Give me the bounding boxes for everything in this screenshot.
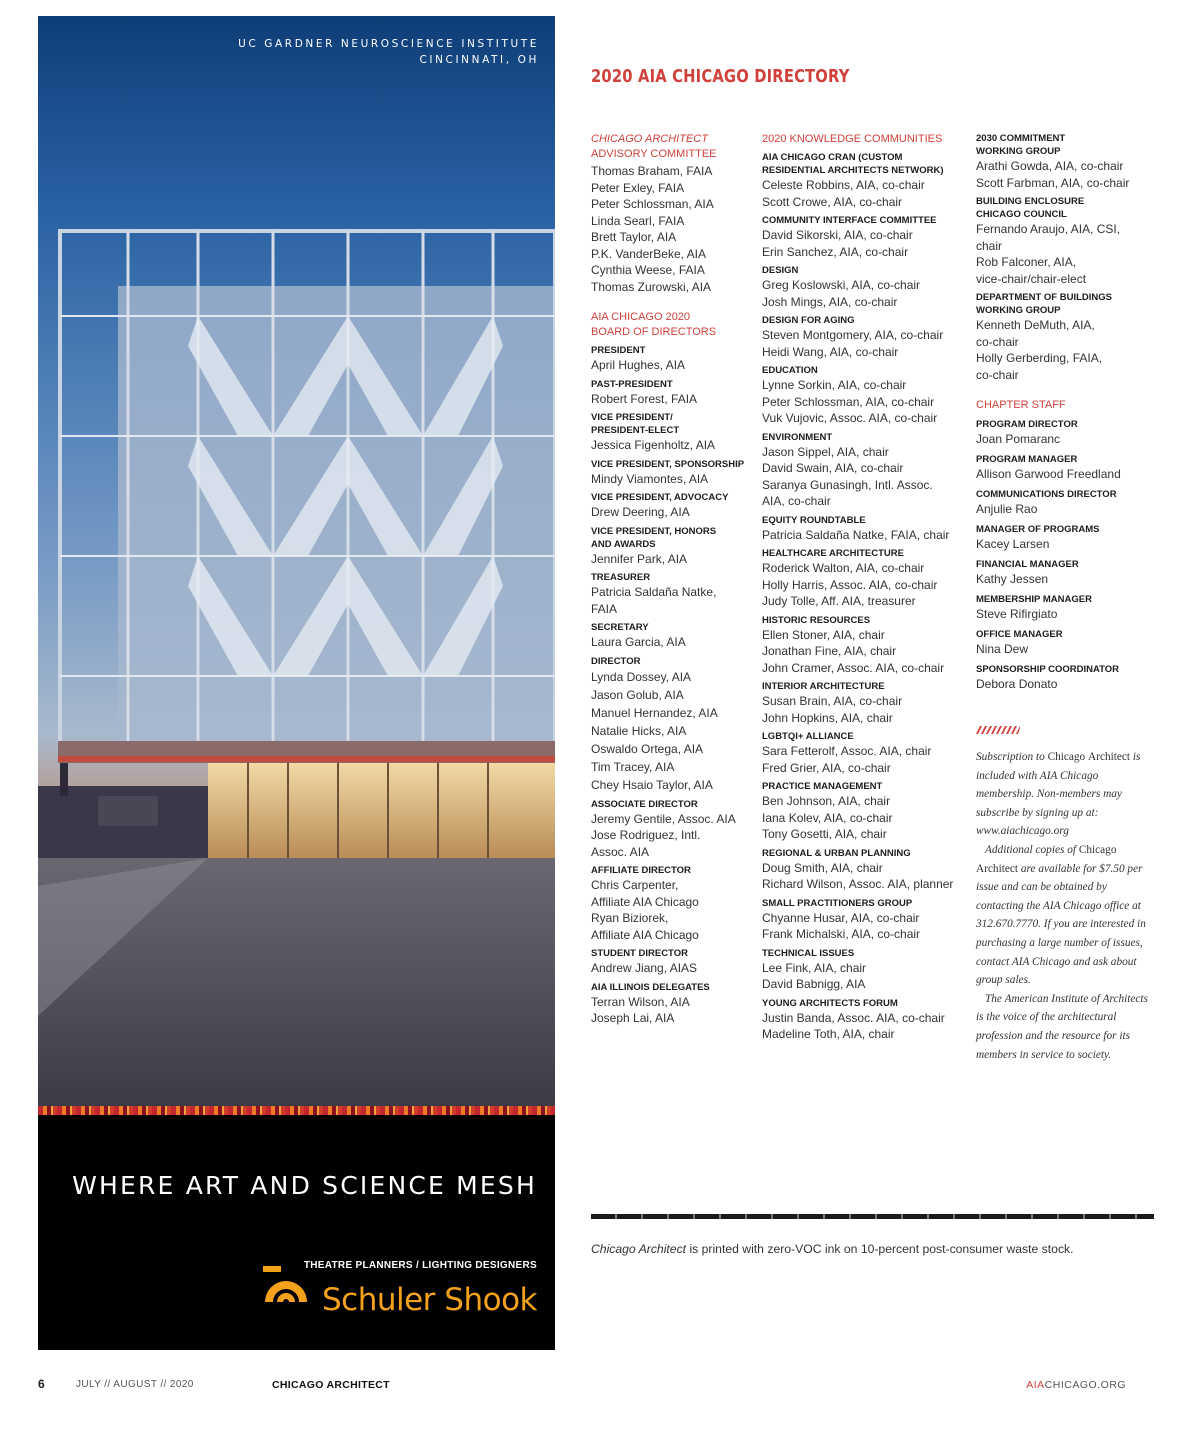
role-label: AFFILIATE DIRECTOR	[591, 865, 691, 876]
member-name: Greg Koslowski, AIA, co-chair	[762, 278, 921, 292]
member-name: Peter Exley, FAIA	[591, 180, 685, 195]
staff-name: Steve Rifirgiato	[976, 607, 1058, 621]
committee-label	[762, 847, 967, 860]
staff-name: Kathy Jessen	[976, 572, 1049, 586]
member-name: Peter Schlossman, AIA, co-chair	[762, 394, 935, 409]
issue-date: JULY // AUGUST // 2020	[76, 1379, 194, 1390]
decorative-slashes-icon	[976, 726, 1020, 734]
committee-label	[762, 780, 967, 793]
role-label: ASSOCIATE DIRECTOR	[591, 798, 698, 810]
staff-role-label: MEMBERSHIP MANAGER	[976, 594, 1092, 605]
member-name: Erin Sanchez, AIA, co-chair	[762, 244, 909, 259]
member-name: Ellen Stoner, AIA, chair	[762, 627, 885, 642]
magazine-name: Architect	[1088, 751, 1131, 763]
committee-label	[976, 291, 1156, 317]
text-run: Additional copies of	[985, 843, 1079, 856]
committee-label	[762, 897, 967, 910]
staff-name: Nina Dew	[976, 642, 1029, 656]
member-name: Jose Rodriguez, Intl.	[591, 828, 701, 842]
caption-project: UC GARDNER NEUROSCIENCE INSTITUTE	[238, 38, 539, 50]
committee-label-line: PRACTICE MANAGEMENT	[762, 781, 883, 792]
member-name: Scott Crowe, AIA, co-chair	[762, 194, 903, 209]
knowledge-communities-list	[762, 151, 967, 1043]
member-name: John Hopkins, AIA, chair	[762, 710, 893, 725]
staff-role-label: COMMUNICATIONS DIRECTOR	[976, 489, 1117, 500]
committee-label	[976, 132, 1156, 158]
member-name: Jeremy Gentile, Assoc. AIA	[591, 811, 736, 826]
role-label-line: VICE PRESIDENT, HONORS	[591, 525, 717, 537]
text-run: are available for $7.50 per issue and can be obtained by contacting the AIA Chicago office at 312.670.7770. If you are interested in purchasing a large number of issues, contact AIA Chicago and ask about group sales.	[976, 862, 1146, 987]
member-name: Fred Grier, AIA, co-chair	[762, 760, 891, 775]
committee-label	[762, 214, 967, 227]
member-name: April Hughes, AIA	[591, 358, 686, 372]
schuler-shook-logo	[257, 1256, 537, 1316]
commitment-groups-list	[976, 132, 1156, 383]
member-name: Affiliate AIA Chicago	[591, 894, 699, 909]
member-name: Sara Fetterolf, Assoc. AIA, chair	[762, 744, 932, 758]
directory-column-1	[591, 132, 756, 1027]
member-name: Patricia Saldaña Natke,	[591, 585, 717, 599]
directory-column-3	[976, 132, 1156, 693]
section-heading: BOARD OF DIRECTORS	[591, 326, 717, 338]
committee-label-line: DESIGN FOR AGING	[762, 315, 855, 326]
committee-label-line: HISTORIC RESOURCES	[762, 614, 871, 626]
member-name: Lynda Dossey, AIA	[591, 669, 692, 684]
member-name: Jason Golub, AIA	[591, 687, 684, 702]
member-name: Fernando Araujo, AIA, CSI,	[976, 222, 1121, 236]
staff-role-label: OFFICE MANAGER	[976, 629, 1063, 640]
committee-label-line: REGIONAL & URBAN PLANNING	[762, 847, 911, 859]
role-label	[591, 411, 756, 437]
role-label: SECRETARY	[591, 622, 649, 633]
member-name: Tony Gosetti, AIA, chair	[762, 827, 887, 841]
role-label-line: VICE PRESIDENT/	[591, 412, 673, 423]
staff-role-label: PROGRAM MANAGER	[976, 454, 1078, 465]
member-name: Madeline Toth, AIA, chair	[762, 1027, 895, 1041]
ad-headline: WHERE ART AND SCIENCE MESH	[72, 1171, 537, 1200]
member-name: Judy Tolle, Aff. AIA, treasurer	[762, 594, 916, 608]
member-name: Scott Farbman, AIA, co-chair	[976, 175, 1130, 190]
member-name: Thomas Zurowski, AIA	[591, 279, 712, 294]
member-name: Frank Michalski, AIA, co-chair	[762, 927, 921, 941]
role-label: PAST-PRESIDENT	[591, 378, 673, 390]
role-label-line: PRESIDENT-ELECT	[591, 425, 680, 436]
aia-mission-paragraph: The American Institute of Architects is the voice of the architectural profession and the resource for its members in service to society.	[976, 992, 1148, 1061]
caption-location: CINCINNATI, OH	[419, 54, 539, 66]
member-name: Holly Harris, Assoc. AIA, co-chair	[762, 577, 938, 592]
committee-label	[762, 614, 967, 627]
committee-label	[762, 431, 967, 444]
member-name: Manuel Hernandez, AIA	[591, 705, 718, 720]
member-name: Josh Mings, AIA, co-chair	[762, 294, 898, 309]
subscription-paragraph	[976, 748, 1148, 841]
magazine-title: CHICAGO ARCHITECT	[272, 1379, 390, 1391]
member-name: Kenneth DeMuth, AIA,	[976, 318, 1095, 332]
member-name: Rob Falconer, AIA,	[976, 255, 1077, 269]
text-run: is included with AIA Chicago membership. Non-members may subscribe by signing up at: www.aiachicago.org	[976, 751, 1141, 838]
member-name: Chey Hsaio Taylor, AIA	[591, 777, 713, 792]
committee-label-line: EQUITY ROUNDTABLE	[762, 514, 866, 526]
role-label: TREASURER	[591, 572, 651, 583]
member-name: Mindy Viamontes, AIA	[591, 471, 709, 486]
member-name: Justin Banda, Assoc. AIA, co-chair	[762, 1010, 945, 1025]
committee-label	[762, 997, 967, 1010]
member-name: Joseph Lai, AIA	[591, 1011, 675, 1025]
section-heading: CHAPTER STAFF	[976, 399, 1066, 411]
member-name: Natalie Hicks, AIA	[591, 723, 687, 738]
staff-role-label: PROGRAM DIRECTOR	[976, 419, 1078, 430]
committee-label-line: DESIGN	[762, 265, 799, 276]
committee-label-line: WORKING GROUP	[976, 305, 1061, 316]
staff-role-label: SPONSORSHIP COORDINATOR	[976, 664, 1120, 675]
committee-label-line: COMMUNITY INTERFACE COMMITTEE	[762, 215, 937, 226]
member-name: Roderick Walton, AIA, co-chair	[762, 561, 925, 575]
chapter-staff-list	[976, 418, 1156, 693]
role-label: VICE PRESIDENT, ADVOCACY	[591, 492, 729, 503]
member-name: Jessica Figenholtz, AIA	[591, 438, 716, 452]
brand-name: Schuler Shook	[321, 1282, 537, 1318]
member-name: co-chair	[976, 367, 1019, 382]
member-name: Vuk Vujovic, Assoc. AIA, co-chair	[762, 411, 938, 425]
committee-label-line: SMALL PRACTITIONERS GROUP	[762, 897, 913, 909]
member-name: Terran Wilson, AIA	[591, 994, 690, 1009]
member-name: Susan Brain, AIA, co-chair	[762, 694, 903, 708]
committee-label-line: INTERIOR ARCHITECTURE	[762, 681, 885, 692]
committee-label-line: RESIDENTIAL ARCHITECTS NETWORK)	[762, 165, 944, 176]
staff-name: Kacey Larsen	[976, 537, 1050, 551]
member-name: FAIA	[591, 601, 618, 616]
member-name: Heidi Wang, AIA, co-chair	[762, 344, 899, 359]
role-label	[591, 525, 756, 551]
member-name: AIA, co-chair	[762, 494, 831, 508]
role-label: VICE PRESIDENT, SPONSORSHIP	[591, 458, 745, 470]
member-name: Affiliate AIA Chicago	[591, 927, 699, 942]
member-name: Ben Johnson, AIA, chair	[762, 794, 891, 808]
committee-label	[976, 195, 1156, 221]
member-name: David Babnigg, AIA	[762, 977, 866, 991]
member-name: Holly Gerberding, FAIA,	[976, 351, 1103, 365]
member-name: Linda Searl, FAIA	[591, 213, 685, 228]
member-name: David Swain, AIA, co-chair	[762, 461, 904, 475]
committee-label	[762, 314, 967, 327]
member-name: David Sikorski, AIA, co-chair	[762, 228, 913, 242]
committee-label	[762, 514, 967, 527]
staff-role-label: MANAGER OF PROGRAMS	[976, 524, 1100, 535]
committee-label-line: ENVIRONMENT	[762, 431, 833, 443]
member-name: Chris Carpenter,	[591, 878, 679, 892]
committee-label	[762, 680, 967, 693]
committee-label	[762, 264, 967, 277]
committee-label-line: BUILDING ENCLOSURE	[976, 196, 1085, 207]
committee-label	[762, 364, 967, 377]
committee-label	[762, 547, 967, 560]
divider-rule	[591, 1214, 1154, 1219]
committee-label	[762, 151, 967, 177]
member-name: Thomas Braham, FAIA	[591, 164, 713, 178]
role-label: AIA ILLINOIS DELEGATES	[591, 981, 710, 993]
role-label-line: AND AWARDS	[591, 538, 656, 550]
magazine-name: Architect	[976, 862, 1019, 875]
member-name: Andrew Jiang, AIAS	[591, 961, 698, 975]
ad-tagline: THEATRE PLANNERS / LIGHTING DESIGNERS	[303, 1260, 537, 1271]
member-name: Saranya Gunasingh, Intl. Assoc.	[762, 477, 933, 492]
role-label: PRESIDENT	[591, 345, 646, 356]
member-name: John Cramer, Assoc. AIA, co-chair	[762, 660, 945, 675]
committee-label	[762, 730, 967, 743]
member-name: Lee Fink, AIA, chair	[762, 960, 867, 975]
committee-label	[762, 947, 967, 960]
member-name: Drew Deering, AIA	[591, 505, 690, 519]
member-name: Laura Garcia, AIA	[591, 635, 686, 649]
committee-label-line: WORKING GROUP	[976, 146, 1061, 157]
member-name: Chyanne Husar, AIA, co-chair	[762, 910, 920, 925]
staff-name: Anjulie Rao	[976, 502, 1038, 516]
website-link[interactable]	[1026, 1379, 1126, 1391]
site-suffix: CHICAGO.ORG	[1044, 1379, 1126, 1391]
text-run: Subscription to	[976, 751, 1048, 763]
member-name: Robert Forest, FAIA	[591, 391, 698, 406]
member-name: Jonathan Fine, AIA, chair	[762, 644, 897, 658]
schuler-shook-advertisement	[38, 16, 555, 1350]
committee-label-line: YOUNG ARCHITECTS FORUM	[762, 997, 898, 1009]
print-note	[591, 1242, 1074, 1256]
directory-column-2	[762, 132, 967, 1043]
subscription-info	[976, 748, 1148, 1064]
site-prefix: AIA	[1026, 1379, 1045, 1391]
magazine-name: Chicago	[1078, 843, 1117, 856]
member-name: Brett Taylor, AIA	[591, 230, 677, 244]
member-name: Patricia Saldaña Natke, FAIA, chair	[762, 527, 950, 542]
section-heading: 2020 KNOWLEDGE COMMUNITIES	[762, 133, 943, 145]
committee-label-line: TECHNICAL ISSUES	[762, 947, 855, 959]
member-name: Steven Montgomery, AIA, co-chair	[762, 328, 944, 342]
role-label: STUDENT DIRECTOR	[591, 948, 688, 959]
committee-label-line: 2030 COMMITMENT	[976, 133, 1066, 144]
section-heading: ADVISORY COMMITTEE	[591, 148, 717, 160]
copies-paragraph	[976, 841, 1148, 990]
member-name: Doug Smith, AIA, chair	[762, 860, 883, 875]
color-stripe	[38, 1106, 555, 1115]
staff-name: Debora Donato	[976, 677, 1058, 691]
member-name: vice-chair/chair-elect	[976, 271, 1087, 286]
member-name: co-chair	[976, 334, 1019, 349]
member-name: Jennifer Park, AIA	[591, 551, 688, 566]
committee-label-line: HEALTHCARE ARCHITECTURE	[762, 548, 904, 559]
photo-caption	[238, 36, 539, 68]
building-photo	[38, 16, 555, 1106]
member-name: Celeste Robbins, AIA, co-chair	[762, 178, 925, 192]
role-label: DIRECTOR	[591, 655, 641, 667]
staff-name: Joan Pomaranc	[976, 432, 1061, 446]
page-number: 6	[38, 1377, 45, 1391]
member-name: Tim Tracey, AIA	[591, 759, 675, 774]
committee-label-line: LGBTQI+ ALLIANCE	[762, 731, 854, 742]
staff-name: Allison Garwood Freedland	[976, 467, 1121, 481]
member-name: Assoc. AIA	[591, 844, 650, 859]
committee-label-line: EDUCATION	[762, 365, 818, 376]
magazine-name: Chicago Architect	[591, 1242, 687, 1256]
directory-title: 2020 AIA CHICAGO DIRECTORY	[591, 66, 850, 87]
member-name: Jason Sippel, AIA, chair	[762, 444, 889, 459]
text-run: is printed with zero-VOC ink on 10-percent post-consumer waste stock.	[686, 1242, 1074, 1256]
committee-label-line: CHICAGO COUNCIL	[976, 209, 1067, 220]
member-name: chair	[976, 238, 1003, 253]
committee-label-line: DEPARTMENT OF BUILDINGS	[976, 292, 1112, 303]
building-illustration	[38, 16, 555, 1106]
member-name: Oswaldo Ortega, AIA	[591, 741, 704, 756]
member-name: Lynne Sorkin, AIA, co-chair	[762, 378, 907, 392]
member-name: Peter Schlossman, AIA	[591, 197, 714, 211]
member-name: Arathi Gowda, AIA, co-chair	[976, 159, 1124, 173]
magazine-name: Chicago	[1047, 751, 1086, 763]
member-name: Richard Wilson, Assoc. AIA, planner	[762, 877, 954, 891]
member-name: P.K. VanderBeke, AIA	[591, 246, 706, 261]
section-heading: AIA CHICAGO 2020	[591, 311, 691, 323]
committee-label-line: AIA CHICAGO CRAN (CUSTOM	[762, 152, 903, 163]
member-name: Iana Kolev, AIA, co-chair	[762, 810, 893, 825]
member-name: Cynthia Weese, FAIA	[591, 263, 705, 277]
staff-role-label: FINANCIAL MANAGER	[976, 559, 1079, 570]
section-heading: CHICAGO ARCHITECT	[591, 133, 708, 145]
member-name: Ryan Biziorek,	[591, 911, 669, 925]
